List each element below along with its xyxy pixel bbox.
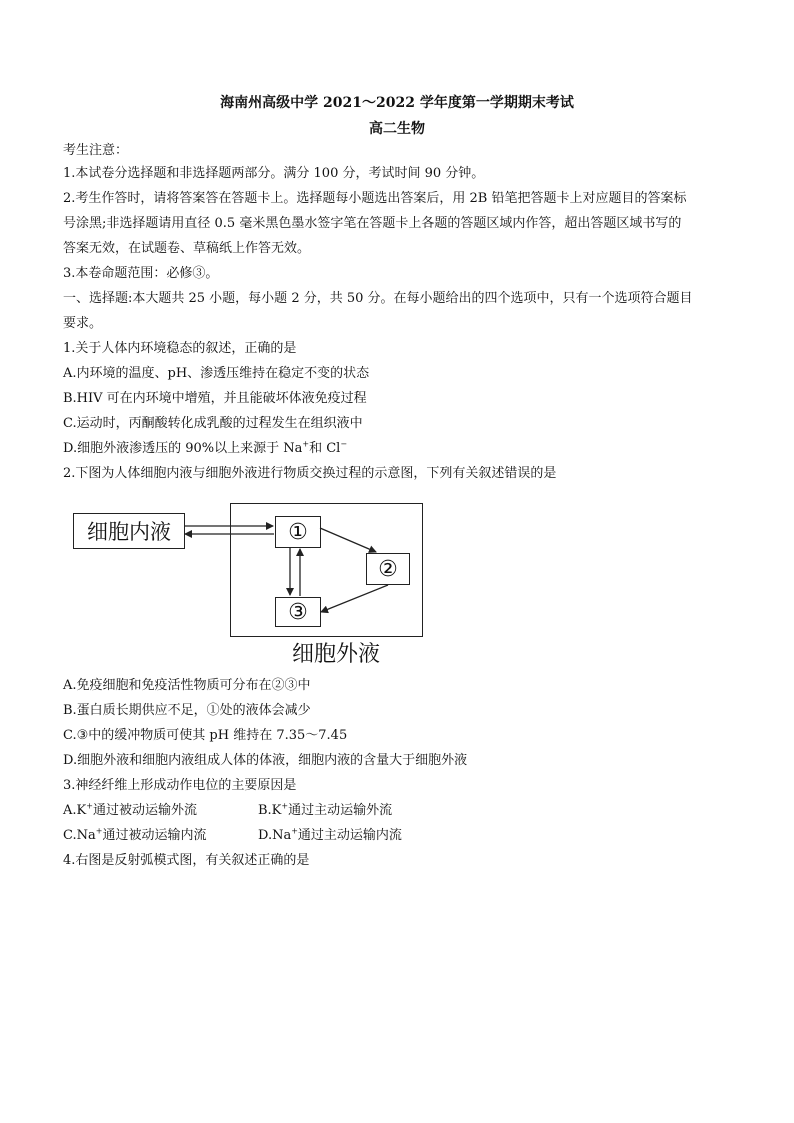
intracellular-fluid-label: 细胞内液 [87,520,171,544]
notice-item-2-line-1: 2.考生作答时，请将答案答在答题卡上。选择题每小题选出答案后，用 2B 铅笔把答题卡上对应题目的答案标 [63,191,687,206]
notice-item-2-line-2: 号涂黑;非选择题请用直径 0.5 毫米黑色墨水签字笔在答题卡上各题的答题区域内作答，超出答题区域书写的 [63,216,682,231]
node-1: ① [275,516,321,548]
node-2: ② [366,553,410,585]
q3-option-a: A.K+通过被动运输外流 [63,801,197,818]
notice-item-1: 1.本试卷分选择题和非选择题两部分。满分 100 分，考试时间 90 分钟。 [63,166,485,181]
q3-stem: 3.神经纤维上形成动作电位的主要原因是 [63,778,297,793]
q1-option-b: B.HIV 可在内环境中增殖，并且能破坏体液免疫过程 [63,391,367,406]
q2-option-d: D.细胞外液和细胞内液组成人体的体液，细胞内液的含量大于细胞外液 [63,753,468,768]
q1-option-d: D.细胞外液渗透压的 90%以上来源于 Na+和 Cl− [63,439,348,456]
arrow-1-to-2 [320,528,376,552]
q3-option-b: B.K+通过主动运输外流 [258,801,393,818]
q2-option-c: C.③中的缓冲物质可使其 pH 维持在 7.35～7.45 [63,728,348,743]
node-3: ③ [275,597,321,627]
notice-item-3: 3.本卷命题范围：必修③。 [63,266,219,281]
fluid-exchange-diagram [70,500,430,668]
notice-item-2-line-3: 答案无效，在试题卷、草稿纸上作答无效。 [63,241,311,256]
q1-stem: 1.关于人体内环境稳态的叙述，正确的是 [63,341,297,356]
exam-title: 海南州高级中学 2021～2022 学年度第一学期期末考试 [220,95,574,111]
section-heading-line-1: 一、选择题:本大题共 25 小题，每小题 2 分，共 50 分。在每小题给出的四个选项中，只有一个选项符合题目 [63,291,693,306]
q3-option-c: C.Na+通过被动运输内流 [63,826,207,843]
extracellular-fluid-label: 细胞外液 [292,642,381,667]
section-heading-line-2: 要求。 [63,316,103,331]
q2-option-b: B.蛋白质长期供应不足，①处的液体会减少 [63,703,311,718]
diagram-arrows [70,500,430,668]
arrow-2-to-3 [321,585,388,612]
q1-option-a: A.内环境的温度、pH、渗透压维持在稳定不变的状态 [63,366,370,381]
notice-heading: 考生注意： [63,143,129,158]
q3-option-d: D.Na+通过主动运输内流 [258,826,402,843]
q1-option-c: C.运动时，丙酮酸转化成乳酸的过程发生在组织液中 [63,416,363,431]
exam-subject: 高二生物 [369,121,425,137]
q4-stem: 4.右图是反射弧模式图，有关叙述正确的是 [63,853,310,868]
q2-option-a: A.免疫细胞和免疫活性物质可分布在②③中 [63,678,311,693]
q2-stem: 2.下图为人体细胞内液与细胞外液进行物质交换过程的示意图，下列有关叙述错误的是 [63,466,557,481]
